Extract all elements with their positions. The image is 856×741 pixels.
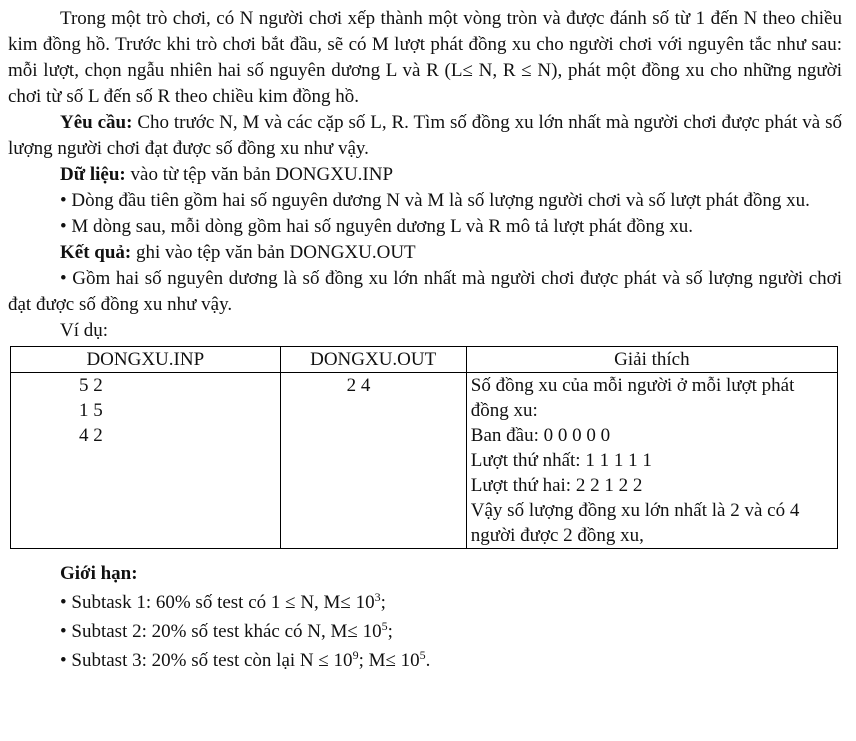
output-text: ghi vào tệp văn bản DONGXU.OUT — [131, 242, 416, 263]
header-out: DONGXU.OUT — [280, 347, 466, 373]
subtask-3-exponent: 9 — [352, 648, 359, 662]
requirement-paragraph — [8, 110, 842, 162]
subtask-1-exponent: 3 — [374, 590, 381, 604]
requirement-label: Yêu cầu: — [60, 112, 133, 133]
limits-label: Giới hạn: — [60, 563, 138, 584]
input-bullet-1: • Dòng đầu tiên gồm hai số nguyên dương N và M là số lượng người chơi và số lượt phát đồng xu. — [60, 190, 810, 211]
problem-statement — [8, 6, 842, 675]
input-text: vào từ tệp văn bản DONGXU.INP — [125, 164, 394, 185]
inp-line: 1 5 — [79, 400, 103, 421]
input-label: Dữ liệu: — [60, 164, 126, 185]
output-bullet-1: • Gồm hai số nguyên dương là số đồng xu lớn nhất mà người chơi được phát và số lượng người chơi đạt được số đồng xu như vậy. — [8, 268, 842, 315]
subtask-2 — [60, 617, 842, 646]
header-inp: DONGXU.INP — [11, 347, 281, 373]
subtask-3-text: • Subtast 3: 20% số test còn lại N ≤ 10 — [60, 650, 353, 671]
subtask-3-exponent-2: 5 — [419, 648, 426, 662]
subtask-3-end: . — [425, 650, 431, 671]
subtask-2-text: • Subtast 2: 20% số test khác có N, M≤ 10 — [60, 621, 382, 642]
example-header-row — [11, 347, 838, 373]
input-heading — [8, 162, 842, 188]
limits-section — [8, 559, 842, 675]
requirement-text: Cho trước N, M và các cặp số L, R. Tìm số đồng xu lớn nhất mà người chơi được phát và số lượng người chơi đạt được số đồng xu như vậy. — [8, 112, 842, 159]
explain-line: Lượt thứ hai: 2 2 1 2 2 — [470, 475, 643, 496]
explain-line: Ban đầu: 0 0 0 0 0 — [470, 425, 611, 446]
inp-line: 5 2 — [79, 375, 103, 396]
inp-line: 4 2 — [79, 425, 103, 446]
output-label: Kết quả: — [60, 242, 132, 263]
subtask-1 — [60, 588, 842, 617]
explain-cell — [466, 373, 837, 549]
example-table — [10, 346, 838, 549]
explain-line: Vậy số lượng đồng xu lớn nhất là 2 và có 4 người được 2 đồng xu, — [470, 500, 800, 546]
output-heading — [8, 240, 842, 266]
subtask-2-exponent: 5 — [381, 619, 388, 633]
subtask-3-mid: ; M≤ 10 — [358, 650, 420, 671]
example-body-row — [11, 373, 838, 549]
explain-line: Số đồng xu của mỗi người ở mỗi lượt phát đồng xu: — [470, 375, 795, 421]
example-label: Ví dụ: — [60, 320, 109, 341]
subtask-1-text: • Subtask 1: 60% số test có 1 ≤ N, M≤ 10 — [60, 592, 375, 613]
subtask-3 — [60, 646, 842, 675]
header-explain: Giải thích — [466, 347, 837, 373]
subtask-2-end: ; — [387, 621, 393, 642]
out-line: 2 4 — [346, 375, 371, 396]
intro-paragraph: Trong một trò chơi, có N người chơi xếp thành một vòng tròn và được đánh số từ 1 đến N theo chiều kim đồng hồ. Trước khi trò chơi bắt đầu, sẽ có M lượt phát đồng xu cho người chơi với nguyên tắc như sau: mỗi lượt, chọn ngẫu nhiên hai số nguyên dương L và R (L≤ N, R ≤ N), phát một đồng xu cho những người chơi từ số L đến số R theo chiều kim đồng hồ. — [8, 8, 842, 107]
explain-line: Lượt thứ nhất: 1 1 1 1 1 — [470, 450, 652, 471]
out-cell — [280, 373, 466, 549]
subtask-1-end: ; — [380, 592, 386, 613]
inp-cell — [11, 373, 281, 549]
input-bullet-2: • M dòng sau, mỗi dòng gồm hai số nguyên dương L và R mô tả lượt phát đồng xu. — [60, 216, 693, 237]
